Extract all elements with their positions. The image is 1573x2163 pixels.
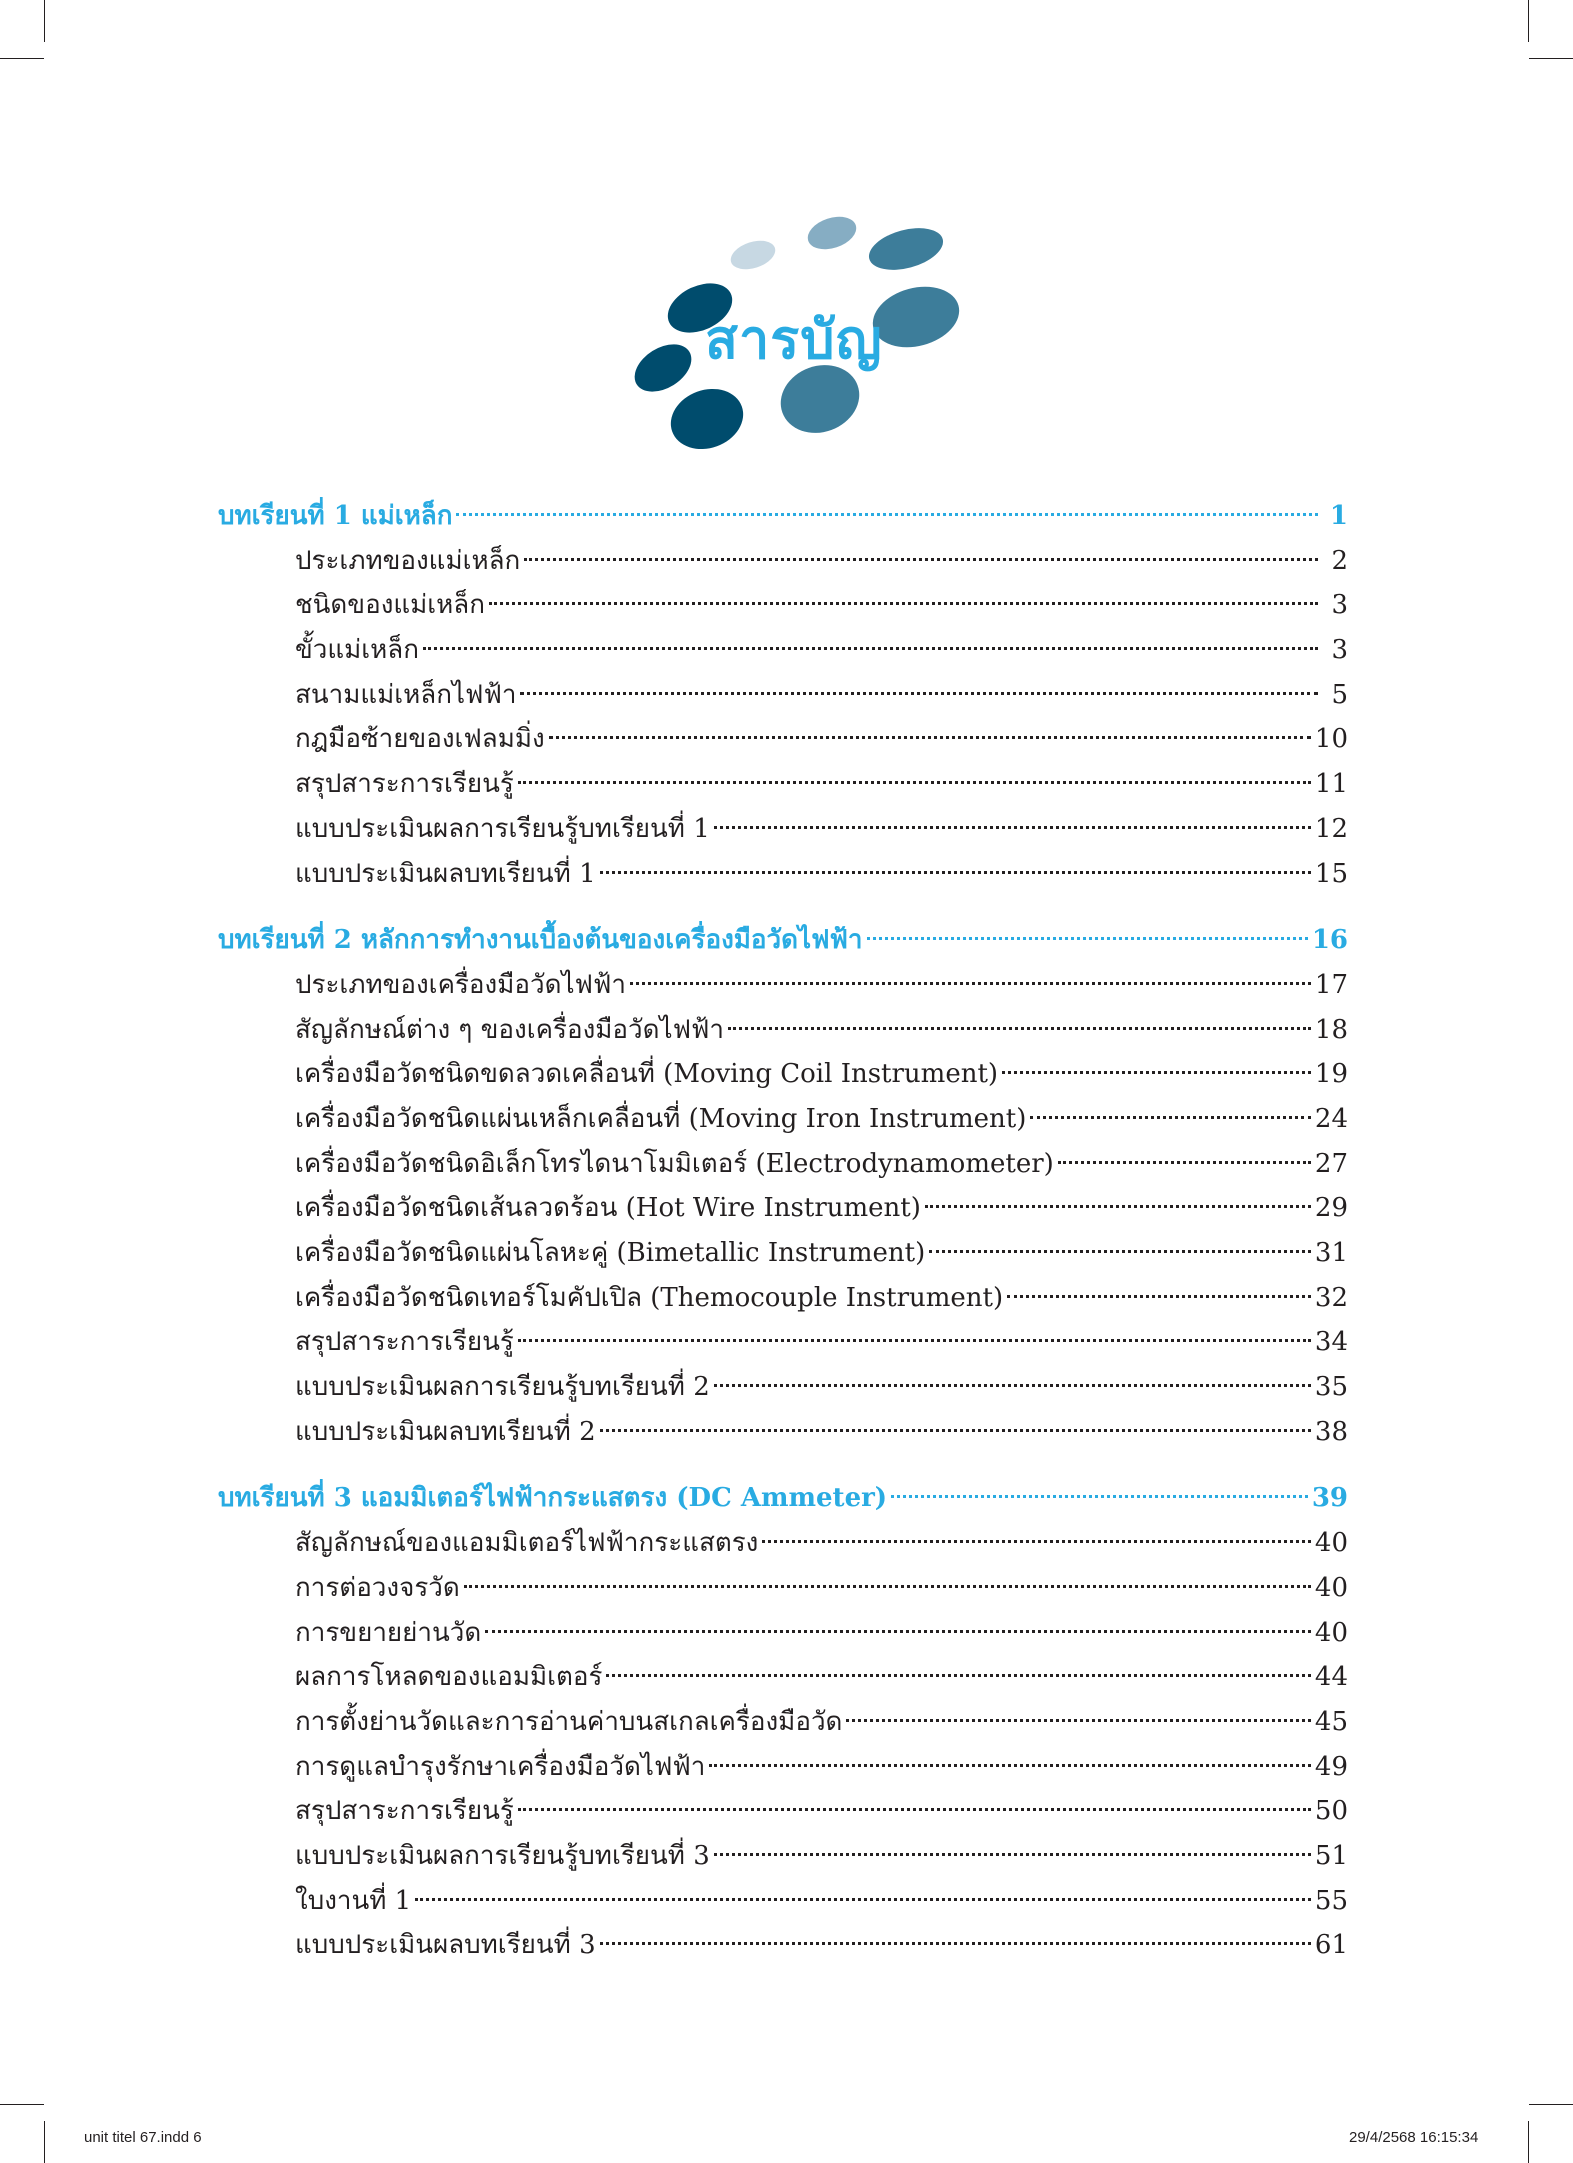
toc-page-number: 10: [1314, 724, 1348, 755]
dot-leader: [606, 1674, 1310, 1677]
toc-page-number: 38: [1314, 1416, 1348, 1447]
toc-label: เครื่องมือวัดชนิดเทอร์โมคัปเปิล (Themocouple Instrument): [295, 1282, 1004, 1313]
crop-mark-top-right: [1528, 0, 1529, 42]
toc-label: ผลการโหลดของแอมมิเตอร์: [295, 1662, 603, 1693]
toc-label: สนามแม่เหล็กไฟฟ้า: [295, 679, 517, 710]
crop-mark-bottom-left: [44, 2121, 45, 2163]
toc-label: เครื่องมือวัดชนิดขดลวดเคลื่อนที่ (Moving Coil Instrument): [295, 1059, 999, 1090]
toc-label: สัญลักษณ์ของแอมมิเตอร์ไฟฟ้ากระแสตรง: [295, 1528, 759, 1559]
toc-label: เครื่องมือวัดชนิดแผ่นเหล็กเคลื่อนที่ (Moving Iron Instrument): [295, 1103, 1027, 1134]
decor-dot: [662, 379, 751, 459]
toc-entry: [218, 1365, 1348, 1410]
toc-label: บทเรียนที่ 1 แม่เหล็ก: [218, 501, 453, 531]
dot-leader: [415, 1898, 1311, 1901]
dot-leader: [1002, 1071, 1311, 1074]
toc-entry: [218, 762, 1348, 807]
crop-mark-bottom-right-h: [1529, 2104, 1573, 2105]
toc-label: ใบงานที่ 1: [295, 1885, 412, 1916]
decor-dot: [804, 211, 861, 255]
toc-entry: [218, 539, 1348, 584]
dot-leader: [630, 982, 1311, 985]
toc-entry: [218, 963, 1348, 1008]
toc-entry: [218, 1097, 1348, 1142]
toc-label: แบบประเมินผลบทเรียนที่ 2: [295, 1416, 596, 1447]
toc-label: ชนิดของแม่เหล็ก: [295, 590, 485, 621]
dot-leader: [925, 1205, 1311, 1208]
dot-leader: [549, 736, 1311, 739]
toc-chapter: [218, 494, 1348, 539]
toc-label: บทเรียนที่ 2 หลักการทำงานเบื้องต้นของเครื่องมือวัดไฟฟ้า: [218, 925, 863, 956]
toc-label: แบบประเมินผลบทเรียนที่ 1: [295, 858, 596, 889]
toc-entry: [218, 1745, 1348, 1790]
toc-label: สัญลักษณ์ต่าง ๆ ของเครื่องมือวัดไฟฟ้า: [295, 1014, 724, 1045]
slug-timestamp: 29/4/2568 16:15:34: [1349, 2129, 1479, 2146]
toc-page-number: 40: [1314, 1572, 1348, 1603]
dot-leader: [518, 1339, 1311, 1342]
toc-page-number: 35: [1314, 1372, 1348, 1403]
toc-page-number: 3: [1331, 590, 1348, 621]
page-title: สารบัญ: [705, 308, 883, 371]
toc-page-number: 17: [1314, 969, 1348, 1000]
crop-mark-bottom-left-h: [0, 2104, 44, 2105]
toc-label: การต่อวงจรวัด: [295, 1572, 460, 1603]
toc-page-number: 29: [1314, 1193, 1348, 1224]
dot-leader: [456, 513, 1318, 516]
toc-entry: [218, 1879, 1348, 1924]
toc-page-number: 44: [1314, 1662, 1348, 1693]
toc-entry: [218, 1923, 1348, 1968]
toc-label: แบบประเมินผลการเรียนรู้บทเรียนที่ 3: [295, 1840, 710, 1871]
dot-leader: [867, 937, 1308, 940]
toc-label: ขั้วแม่เหล็ก: [295, 635, 419, 666]
dot-leader: [1030, 1116, 1311, 1119]
toc-entry: [218, 1142, 1348, 1187]
toc-page-number: 49: [1314, 1751, 1348, 1782]
dot-leader: [524, 558, 1318, 561]
toc-entry: [218, 807, 1348, 852]
crop-mark-top-left: [44, 0, 45, 42]
toc-entry: [218, 717, 1348, 762]
toc-page-number: 11: [1314, 769, 1348, 800]
toc-page-number: 12: [1314, 813, 1348, 844]
dot-leader: [709, 1764, 1311, 1767]
dot-leader: [600, 1942, 1311, 1945]
toc-label: ประเภทของเครื่องมือวัดไฟฟ้า: [295, 969, 626, 1000]
dot-leader: [600, 1429, 1311, 1432]
toc-chapter: [218, 1476, 1348, 1521]
slug-file: unit titel 67.indd 6: [84, 2129, 202, 2146]
dot-leader: [423, 647, 1318, 650]
toc-label: เครื่องมือวัดชนิดเส้นลวดร้อน (Hot Wire Instrument): [295, 1193, 921, 1224]
toc-label: เครื่องมือวัดชนิดอิเล็กโทรไดนาโมมิเตอร์ (Electrodynamometer): [295, 1148, 1054, 1179]
toc-label: กฎมือซ้ายของเฟลมมิ่ง: [295, 724, 545, 755]
toc-label: แบบประเมินผลการเรียนรู้บทเรียนที่ 1: [295, 813, 710, 844]
dot-leader: [1007, 1295, 1311, 1298]
toc-entry: [218, 1655, 1348, 1700]
dot-leader: [489, 602, 1318, 605]
toc-entry: [218, 1276, 1348, 1321]
dot-leader: [929, 1250, 1311, 1253]
toc-label: แบบประเมินผลบทเรียนที่ 3: [295, 1930, 596, 1961]
toc-entry: [218, 673, 1348, 718]
toc-page-number: 15: [1314, 858, 1348, 889]
toc-page-number: 19: [1314, 1059, 1348, 1090]
toc-label: การตั้งย่านวัดและการอ่านค่าบนสเกลเครื่องมือวัด: [295, 1706, 843, 1737]
toc-entry: [218, 1566, 1348, 1611]
toc-page-number: 18: [1314, 1014, 1348, 1045]
toc-label: สรุปสาระการเรียนรู้: [295, 1327, 514, 1358]
toc-label: สรุปสาระการเรียนรู้: [295, 769, 514, 800]
dot-leader: [728, 1027, 1311, 1030]
toc-entry: [218, 1789, 1348, 1834]
toc-entry: [218, 1834, 1348, 1879]
toc-page-number: 5: [1331, 679, 1348, 710]
dot-leader: [714, 1384, 1311, 1387]
toc-page-number: 50: [1314, 1796, 1348, 1827]
toc-page-number: 31: [1314, 1238, 1348, 1268]
decor-dot: [727, 236, 779, 275]
toc-entry: [218, 1410, 1348, 1455]
dot-leader: [464, 1585, 1311, 1588]
toc-entry: [218, 1052, 1348, 1097]
toc-entry: [218, 852, 1348, 897]
toc-entry: [218, 1320, 1348, 1365]
toc-entry: [218, 1521, 1348, 1566]
toc-label: การขยายย่านวัด: [295, 1617, 482, 1648]
toc-entry: [218, 1008, 1348, 1053]
toc-entry: [218, 1611, 1348, 1656]
dot-leader: [762, 1540, 1311, 1543]
toc-page-number: 51: [1314, 1840, 1348, 1871]
dot-leader: [846, 1719, 1310, 1722]
toc-page-number: 40: [1314, 1528, 1348, 1559]
dot-leader: [485, 1630, 1311, 1633]
dot-leader: [1058, 1161, 1311, 1164]
toc-page-number: 32: [1314, 1282, 1348, 1313]
dot-leader: [891, 1495, 1308, 1498]
toc-label: การดูแลบำรุงรักษาเครื่องมือวัดไฟฟ้า: [295, 1751, 706, 1782]
toc-entry: [218, 1186, 1348, 1231]
toc-page-number: 55: [1314, 1885, 1348, 1916]
toc-page-number: 45: [1314, 1706, 1348, 1737]
crop-mark-bottom-right: [1528, 2121, 1529, 2163]
toc-entry: [218, 1700, 1348, 1745]
toc-chapter: [218, 918, 1348, 963]
dot-leader: [518, 1808, 1311, 1811]
decor-dot: [626, 335, 700, 402]
dot-leader: [714, 826, 1311, 829]
toc-page-number: 39: [1311, 1483, 1348, 1514]
table-of-contents: [218, 494, 1348, 1968]
toc-page-number: 27: [1314, 1148, 1348, 1179]
toc-page-number: 61: [1314, 1930, 1348, 1961]
toc-page-number: 2: [1331, 545, 1348, 576]
toc-label: เครื่องมือวัดชนิดแผ่นโลหะคู่ (Bimetallic Instrument): [295, 1238, 926, 1268]
toc-page-number: 16: [1311, 925, 1348, 956]
toc-page-number: 40: [1314, 1617, 1348, 1648]
toc-entry: [218, 583, 1348, 628]
dot-leader: [520, 692, 1318, 695]
toc-label: ประเภทของแม่เหล็ก: [295, 545, 521, 576]
dot-leader: [518, 781, 1311, 784]
toc-entry: [218, 628, 1348, 673]
toc-page-number: 24: [1314, 1103, 1348, 1134]
toc-page-number: 1: [1329, 501, 1348, 531]
crop-mark-top-left-h: [0, 58, 44, 59]
toc-label: บทเรียนที่ 3 แอมมิเตอร์ไฟฟ้ากระแสตรง (DC Ammeter): [218, 1483, 888, 1514]
decor-dot: [864, 221, 947, 277]
toc-label: สรุปสาระการเรียนรู้: [295, 1796, 514, 1827]
toc-page-number: 34: [1314, 1327, 1348, 1358]
toc-page-number: 3: [1331, 635, 1348, 666]
toc-entry: [218, 1231, 1348, 1276]
dot-leader: [714, 1853, 1311, 1856]
crop-mark-top-right-h: [1529, 58, 1573, 59]
toc-label: แบบประเมินผลการเรียนรู้บทเรียนที่ 2: [295, 1372, 710, 1403]
dot-leader: [600, 871, 1311, 874]
